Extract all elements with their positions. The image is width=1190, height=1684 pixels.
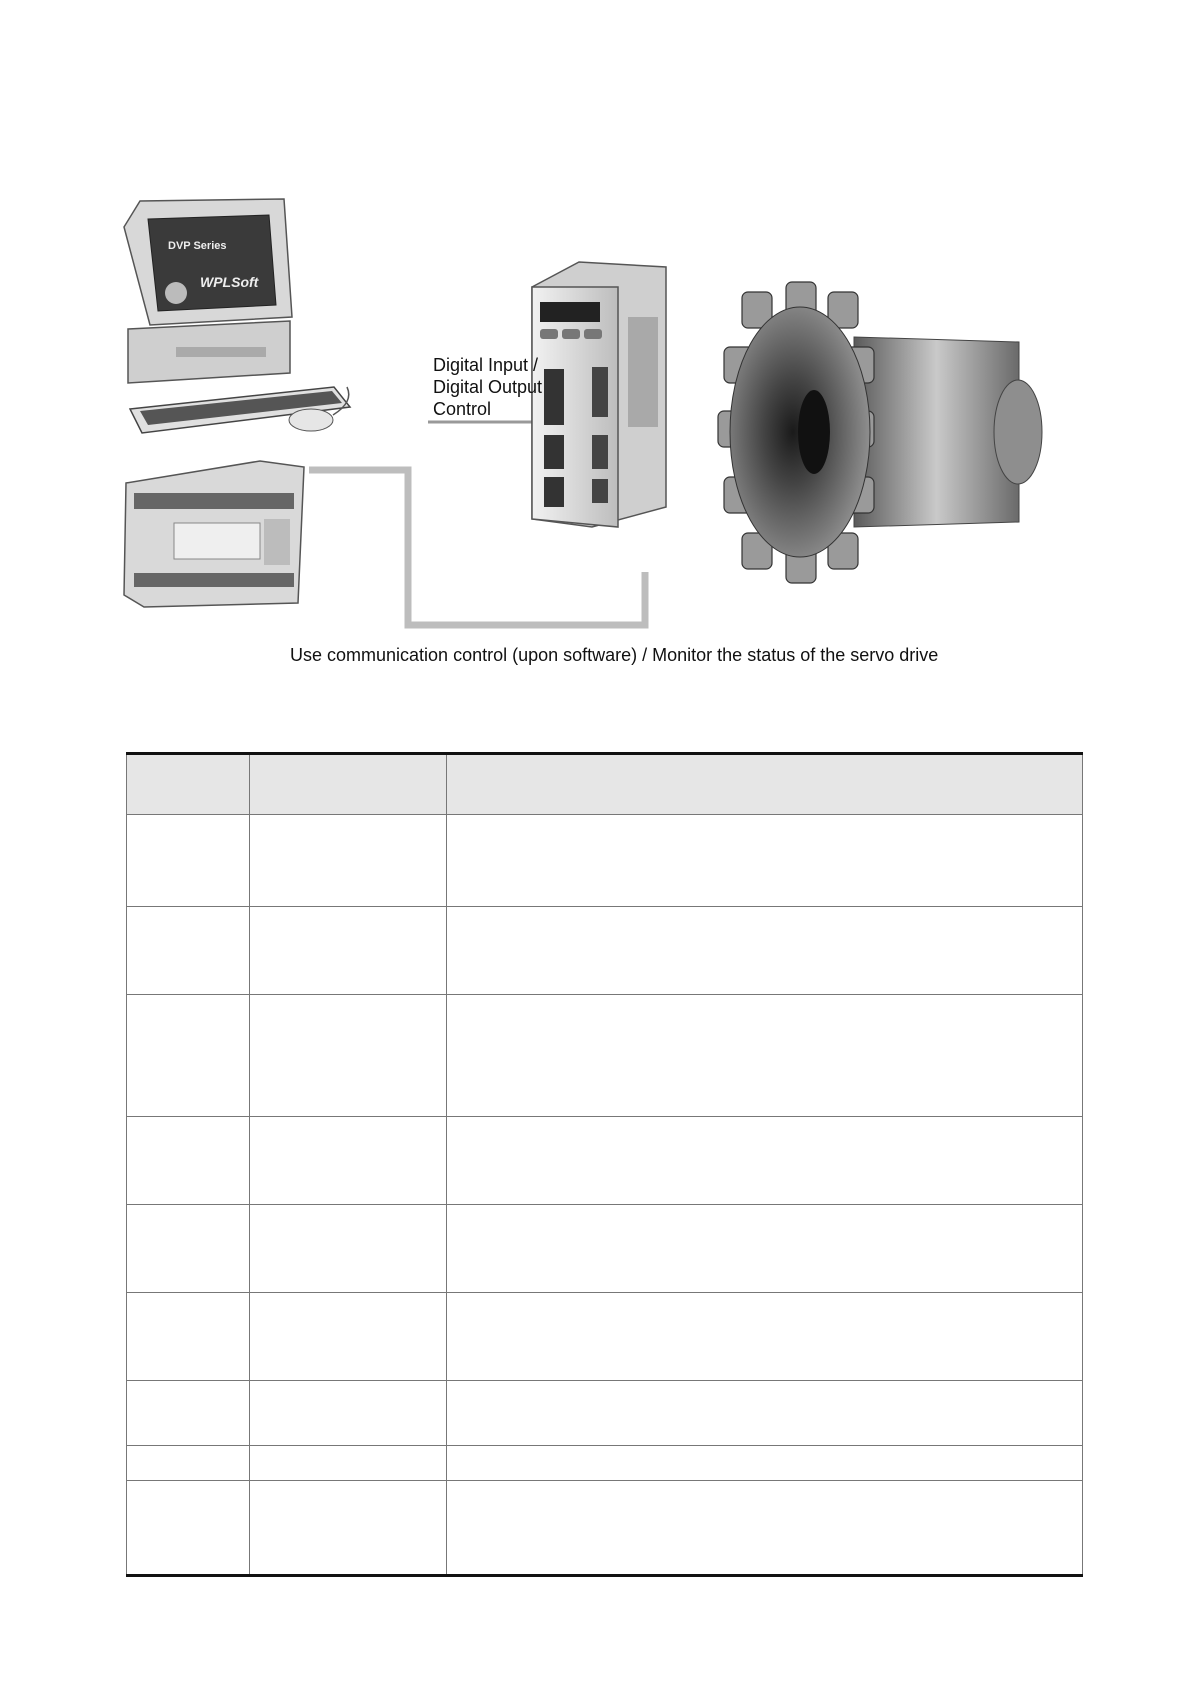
table-header-cell bbox=[250, 754, 447, 815]
table-row bbox=[127, 1381, 1083, 1446]
table-row bbox=[127, 1481, 1083, 1576]
table-cell bbox=[127, 1446, 250, 1481]
servo-motor-icon bbox=[718, 282, 1042, 583]
table-cell bbox=[250, 1446, 447, 1481]
plc-icon bbox=[124, 461, 304, 607]
table-row bbox=[127, 1205, 1083, 1293]
digital-io-label bbox=[433, 354, 542, 420]
system-illustration bbox=[114, 197, 1082, 645]
table-cell bbox=[447, 815, 1083, 907]
table-cell bbox=[447, 1117, 1083, 1205]
table-row bbox=[127, 1117, 1083, 1205]
table-cell bbox=[250, 1117, 447, 1205]
table-row bbox=[127, 907, 1083, 995]
table-cell bbox=[127, 1205, 250, 1293]
table-header-cell bbox=[127, 754, 250, 815]
table-cell bbox=[127, 1381, 250, 1446]
table-cell bbox=[127, 1481, 250, 1576]
table-cell bbox=[447, 1481, 1083, 1576]
table-cell bbox=[447, 1293, 1083, 1381]
table-cell bbox=[447, 907, 1083, 995]
table-row bbox=[127, 815, 1083, 907]
table-cell bbox=[250, 1481, 447, 1576]
computer-icon bbox=[124, 199, 350, 433]
digital-io-label-line-3: Control bbox=[433, 399, 492, 419]
monitor-text-dvp: DVP Series bbox=[168, 240, 227, 252]
table-row bbox=[127, 1446, 1083, 1481]
table-header-cell bbox=[447, 754, 1083, 815]
figure-caption: Use communication control (upon software) / Monitor the status of the servo drive bbox=[290, 645, 939, 665]
spec-table bbox=[126, 752, 1083, 1577]
table-cell bbox=[127, 995, 250, 1117]
table-cell bbox=[127, 1293, 250, 1381]
table-header-row bbox=[127, 754, 1083, 815]
table-cell bbox=[127, 907, 250, 995]
table-cell bbox=[447, 995, 1083, 1117]
table-cell bbox=[250, 1293, 447, 1381]
table-row bbox=[127, 995, 1083, 1117]
table-cell bbox=[127, 1117, 250, 1205]
table-cell bbox=[127, 815, 250, 907]
table-cell bbox=[447, 1381, 1083, 1446]
servo-drive-icon bbox=[532, 262, 666, 527]
table-cell bbox=[447, 1205, 1083, 1293]
table-cell bbox=[250, 995, 447, 1117]
table-cell bbox=[250, 1205, 447, 1293]
table-cell bbox=[447, 1446, 1083, 1481]
table-cell bbox=[250, 907, 447, 995]
table-cell bbox=[250, 815, 447, 907]
monitor-text-wplsoft: WPLSoft bbox=[200, 274, 259, 290]
digital-io-label-line-2: Digital Output bbox=[433, 377, 543, 397]
digital-io-label-line-1: Digital Input / bbox=[433, 355, 539, 375]
table-row bbox=[127, 1293, 1083, 1381]
table-cell bbox=[250, 1381, 447, 1446]
